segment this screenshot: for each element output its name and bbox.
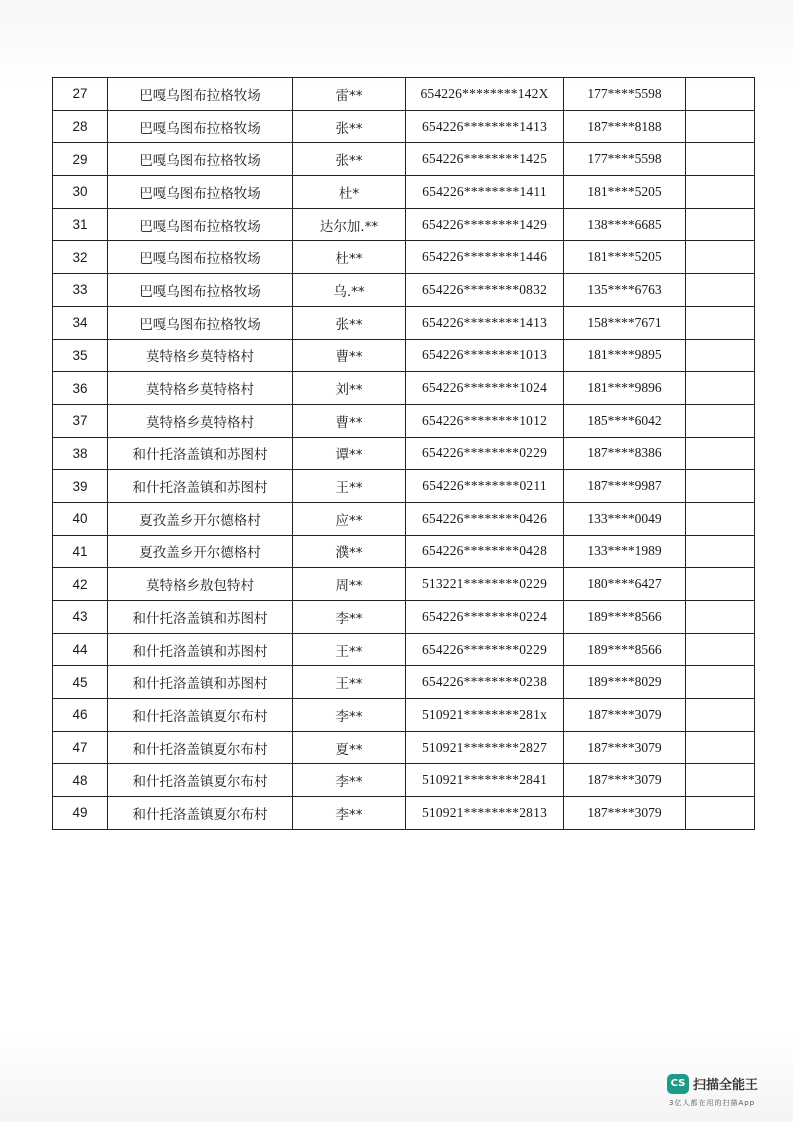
cell-location: 巴嘎乌图布拉格牧场	[108, 110, 293, 143]
cell-location: 和什托洛盖镇夏尔布村	[108, 699, 293, 732]
cell-location: 夏孜盖乡开尔德格村	[108, 502, 293, 535]
cell-note	[686, 372, 755, 405]
table-row	[53, 699, 755, 732]
cell-phone: 177****5598	[564, 78, 686, 111]
cell-note	[686, 241, 755, 274]
cell-note	[686, 143, 755, 176]
cell-phone: 133****0049	[564, 502, 686, 535]
cell-id-number: 654226********0832	[406, 274, 564, 307]
cell-id-number: 654226********0426	[406, 502, 564, 535]
cell-id-number: 654226********1012	[406, 404, 564, 437]
cell-note	[686, 633, 755, 666]
cell-id-number: 654226********0238	[406, 666, 564, 699]
cell-name: 濮**	[293, 535, 406, 568]
cell-note	[686, 208, 755, 241]
cell-phone: 185****6042	[564, 404, 686, 437]
cell-phone: 181****5205	[564, 176, 686, 209]
table-row	[53, 339, 755, 372]
cell-number: 37	[53, 404, 108, 437]
cell-note	[686, 306, 755, 339]
cell-location: 莫特格乡莫特格村	[108, 404, 293, 437]
cell-id-number: 654226********1446	[406, 241, 564, 274]
cell-number: 33	[53, 274, 108, 307]
cell-note	[686, 339, 755, 372]
table-row	[53, 797, 755, 830]
cell-number: 40	[53, 502, 108, 535]
cell-number: 35	[53, 339, 108, 372]
cell-id-number: 510921********2841	[406, 764, 564, 797]
table-row	[53, 470, 755, 503]
roster-table	[52, 77, 755, 830]
cell-name: 杜**	[293, 241, 406, 274]
cell-location: 和什托洛盖镇夏尔布村	[108, 764, 293, 797]
cell-phone: 189****8029	[564, 666, 686, 699]
cell-phone: 181****9895	[564, 339, 686, 372]
cell-name: 王**	[293, 666, 406, 699]
cell-id-number: 654226********0229	[406, 633, 564, 666]
cell-id-number: 654226********0211	[406, 470, 564, 503]
cell-number: 27	[53, 78, 108, 111]
cell-note	[686, 699, 755, 732]
cell-id-number: 654226********1429	[406, 208, 564, 241]
cell-phone: 133****1989	[564, 535, 686, 568]
table-row	[53, 241, 755, 274]
cell-number: 31	[53, 208, 108, 241]
cell-number: 30	[53, 176, 108, 209]
roster-body	[53, 78, 755, 830]
cell-location: 莫特格乡敖包特村	[108, 568, 293, 601]
cell-note	[686, 731, 755, 764]
cell-location: 巴嘎乌图布拉格牧场	[108, 176, 293, 209]
cell-number: 42	[53, 568, 108, 601]
cell-id-number: 510921********2827	[406, 731, 564, 764]
table-row	[53, 404, 755, 437]
cell-name: 夏**	[293, 731, 406, 764]
cell-name: 李**	[293, 764, 406, 797]
cell-location: 莫特格乡莫特格村	[108, 372, 293, 405]
cell-number: 39	[53, 470, 108, 503]
table-row	[53, 176, 755, 209]
cell-id-number: 654226********0224	[406, 601, 564, 634]
cell-number: 29	[53, 143, 108, 176]
cell-phone: 189****8566	[564, 633, 686, 666]
cell-name: 乌.**	[293, 274, 406, 307]
cell-location: 莫特格乡莫特格村	[108, 339, 293, 372]
cell-phone: 135****6763	[564, 274, 686, 307]
cell-note	[686, 568, 755, 601]
cell-id-number: 654226********1024	[406, 372, 564, 405]
table-row	[53, 568, 755, 601]
table-row	[53, 502, 755, 535]
cell-name: 周**	[293, 568, 406, 601]
cell-note	[686, 535, 755, 568]
cell-name: 李**	[293, 601, 406, 634]
cell-phone: 187****8188	[564, 110, 686, 143]
cell-phone: 138****6685	[564, 208, 686, 241]
cell-id-number: 654226********1413	[406, 110, 564, 143]
cell-location: 巴嘎乌图布拉格牧场	[108, 208, 293, 241]
cell-id-number: 654226********1013	[406, 339, 564, 372]
cell-name: 曹**	[293, 339, 406, 372]
cell-name: 张**	[293, 110, 406, 143]
table-row	[53, 78, 755, 111]
cell-phone: 158****7671	[564, 306, 686, 339]
cell-location: 和什托洛盖镇和苏图村	[108, 666, 293, 699]
cell-name: 张**	[293, 306, 406, 339]
cell-phone: 187****3079	[564, 797, 686, 830]
cell-location: 巴嘎乌图布拉格牧场	[108, 78, 293, 111]
cell-note	[686, 437, 755, 470]
cell-number: 43	[53, 601, 108, 634]
table-row	[53, 764, 755, 797]
table-row	[53, 208, 755, 241]
cell-name: 谭**	[293, 437, 406, 470]
table-row	[53, 601, 755, 634]
cell-id-number: 513221********0229	[406, 568, 564, 601]
cell-id-number: 654226********0428	[406, 535, 564, 568]
cell-location: 和什托洛盖镇和苏图村	[108, 633, 293, 666]
cell-number: 48	[53, 764, 108, 797]
cell-number: 32	[53, 241, 108, 274]
cell-name: 王**	[293, 470, 406, 503]
cell-phone: 187****9987	[564, 470, 686, 503]
cell-name: 应**	[293, 502, 406, 535]
cell-note	[686, 78, 755, 111]
cell-phone: 187****3079	[564, 764, 686, 797]
cell-number: 44	[53, 633, 108, 666]
cell-location: 巴嘎乌图布拉格牧场	[108, 274, 293, 307]
cell-note	[686, 797, 755, 830]
cell-note	[686, 470, 755, 503]
cell-number: 47	[53, 731, 108, 764]
cell-name: 雷**	[293, 78, 406, 111]
cell-id-number: 510921********2813	[406, 797, 564, 830]
cell-location: 夏孜盖乡开尔德格村	[108, 535, 293, 568]
table-row	[53, 110, 755, 143]
cell-number: 49	[53, 797, 108, 830]
cell-name: 杜*	[293, 176, 406, 209]
cell-location: 和什托洛盖镇和苏图村	[108, 437, 293, 470]
cell-location: 巴嘎乌图布拉格牧场	[108, 143, 293, 176]
cell-name: 达尔加.**	[293, 208, 406, 241]
cell-phone: 187****8386	[564, 437, 686, 470]
table-row	[53, 731, 755, 764]
cell-phone: 187****3079	[564, 699, 686, 732]
watermark-title: 扫描全能王	[693, 1078, 759, 1093]
cell-note	[686, 764, 755, 797]
cell-id-number: 654226********142X	[406, 78, 564, 111]
cell-number: 41	[53, 535, 108, 568]
cell-location: 和什托洛盖镇夏尔布村	[108, 797, 293, 830]
cell-phone: 181****5205	[564, 241, 686, 274]
cell-phone: 180****6427	[564, 568, 686, 601]
table-row	[53, 535, 755, 568]
cell-id-number: 654226********1413	[406, 306, 564, 339]
cell-note	[686, 274, 755, 307]
table-row	[53, 666, 755, 699]
cell-note	[686, 666, 755, 699]
cell-number: 45	[53, 666, 108, 699]
cell-number: 28	[53, 110, 108, 143]
cell-phone: 177****5598	[564, 143, 686, 176]
cell-id-number: 654226********0229	[406, 437, 564, 470]
cell-location: 和什托洛盖镇夏尔布村	[108, 731, 293, 764]
table-row	[53, 437, 755, 470]
cell-number: 34	[53, 306, 108, 339]
table-row	[53, 306, 755, 339]
cell-number: 38	[53, 437, 108, 470]
cell-phone: 181****9896	[564, 372, 686, 405]
cell-id-number: 654226********1425	[406, 143, 564, 176]
cell-id-number: 654226********1411	[406, 176, 564, 209]
table-row	[53, 372, 755, 405]
table-row	[53, 633, 755, 666]
cell-name: 王**	[293, 633, 406, 666]
cell-location: 巴嘎乌图布拉格牧场	[108, 306, 293, 339]
cell-note	[686, 502, 755, 535]
cell-note	[686, 110, 755, 143]
cell-id-number: 510921********281x	[406, 699, 564, 732]
camscanner-logo-icon: CS	[667, 1074, 689, 1094]
table-row	[53, 143, 755, 176]
cell-location: 和什托洛盖镇和苏图村	[108, 601, 293, 634]
cell-note	[686, 176, 755, 209]
cell-name: 李**	[293, 699, 406, 732]
cell-phone: 187****3079	[564, 731, 686, 764]
cell-name: 李**	[293, 797, 406, 830]
cell-note	[686, 404, 755, 437]
cell-number: 36	[53, 372, 108, 405]
cell-number: 46	[53, 699, 108, 732]
watermark-subtitle: 3亿人都在用的扫描App	[669, 1099, 756, 1107]
cell-note	[686, 601, 755, 634]
cell-name: 曹**	[293, 404, 406, 437]
cell-location: 巴嘎乌图布拉格牧场	[108, 241, 293, 274]
table-row	[53, 274, 755, 307]
cell-name: 刘**	[293, 372, 406, 405]
cell-name: 张**	[293, 143, 406, 176]
cell-location: 和什托洛盖镇和苏图村	[108, 470, 293, 503]
scanner-watermark	[667, 1072, 777, 1112]
cell-phone: 189****8566	[564, 601, 686, 634]
